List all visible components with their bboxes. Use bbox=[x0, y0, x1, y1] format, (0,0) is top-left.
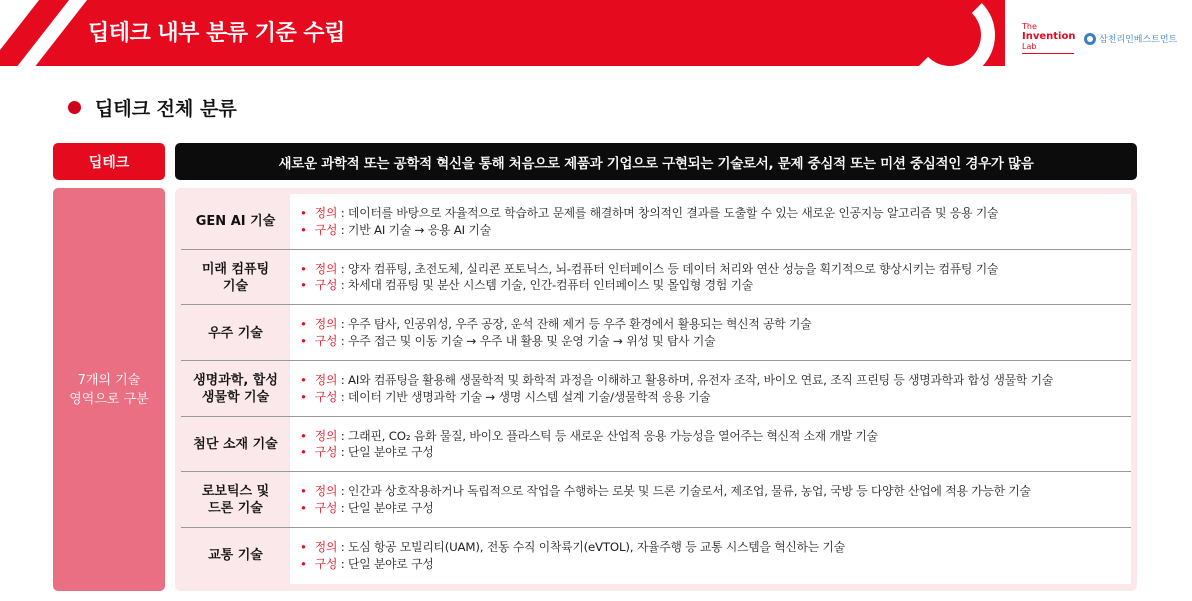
deeptech-label: 딥테크 bbox=[53, 143, 165, 180]
bullet-icon: • bbox=[300, 333, 307, 348]
samchully-logo bbox=[1084, 32, 1177, 45]
bullet-icon: • bbox=[300, 500, 307, 515]
tech-category-name-line: 교통 기술 bbox=[208, 548, 263, 564]
composition-line bbox=[300, 444, 1131, 461]
deeptech-definition: 새로운 과학적 또는 공학적 혁신을 통해 처음으로 제품과 기업으로 구현되는 기술로서, 문제 중심적 또는 미션 중심적인 경우가 많음 bbox=[175, 143, 1137, 180]
definition-line bbox=[300, 316, 1131, 333]
tech-category-name-line: GEN AI 기술 bbox=[195, 214, 276, 230]
bullet-icon: • bbox=[300, 278, 307, 293]
invention-lab-logo bbox=[1022, 22, 1078, 54]
definition-line bbox=[300, 539, 1131, 556]
tech-category-description bbox=[290, 194, 1131, 250]
bullet-dot-icon bbox=[68, 101, 81, 114]
tech-category-description bbox=[290, 305, 1131, 361]
tech-category-name-line: 기술 bbox=[222, 278, 249, 294]
logo-text: Lab bbox=[1022, 42, 1037, 51]
logo-text: The bbox=[1022, 22, 1037, 31]
composition-line-text: : 기반 AI 기술 → 응용 AI 기술 bbox=[337, 222, 491, 237]
bullet-icon: • bbox=[300, 373, 307, 388]
page-title: 딥테크 내부 분류 기준 수립 bbox=[88, 21, 345, 46]
bullet-icon: • bbox=[300, 428, 307, 443]
composition-line bbox=[300, 333, 1131, 350]
definition-line-text: : 데이터를 바탕으로 자율적으로 학습하고 문제를 해결하며 창의적인 결과를 도출할 수 있는 새로운 인공지능 알고리즘 및 응용 기술 bbox=[337, 206, 999, 220]
definition-line bbox=[300, 205, 1131, 222]
section-title: 딥테크 전체 분류 bbox=[95, 98, 237, 120]
composition-line-text: : 데이터 기반 생명과학 기술 → 생명 시스템 설계 기술/생물학적 응용 기술 bbox=[337, 389, 711, 404]
tech-category-name bbox=[181, 472, 290, 528]
definition-line-key: 정의 bbox=[314, 540, 338, 555]
composition-line bbox=[300, 500, 1131, 517]
summary-line: 7개의 기술 bbox=[77, 372, 141, 388]
tech-category-rows bbox=[181, 194, 1131, 584]
table-row bbox=[181, 250, 1131, 306]
logo-text: 삼천리인베스트먼트 bbox=[1099, 35, 1178, 45]
tech-category-name-line: 첨단 소재 기술 bbox=[193, 437, 278, 453]
tech-category-name bbox=[181, 361, 290, 417]
logo-text: Invention bbox=[1022, 31, 1076, 42]
bullet-icon: • bbox=[300, 484, 307, 499]
tech-category-name-line: 로보틱스 및 bbox=[201, 484, 270, 500]
tech-category-name bbox=[181, 250, 290, 306]
definition-line-text: : 우주 탐사, 인공위성, 우주 공장, 운석 잔해 제거 등 우주 환경에서 활용되는 혁신적 공학 기술 bbox=[337, 317, 812, 332]
composition-line-key: 구성 bbox=[314, 556, 338, 571]
definition-line-key: 정의 bbox=[314, 261, 338, 276]
table-row bbox=[181, 361, 1131, 417]
definition-line-text: : 도심 항공 모빌리티(UAM), 전동 수직 이착륙기(eVTOL), 자율주행 등 교통 시스템을 혁신하는 기술 bbox=[337, 540, 845, 555]
header-banner bbox=[0, 0, 1005, 66]
composition-line bbox=[300, 222, 1131, 239]
definition-line bbox=[300, 428, 1131, 445]
composition-line-key: 구성 bbox=[314, 500, 338, 515]
tech-category-description bbox=[290, 417, 1131, 473]
table-row bbox=[181, 305, 1131, 361]
composition-line bbox=[300, 389, 1131, 406]
header-curve-decoration bbox=[905, 0, 995, 66]
tech-category-name-line: 생명과학, 합성 bbox=[193, 372, 278, 388]
composition-line-key: 구성 bbox=[314, 445, 338, 460]
tech-category-name bbox=[181, 417, 290, 473]
composition-line-key: 구성 bbox=[314, 278, 338, 293]
samchully-logo-icon bbox=[1084, 33, 1096, 45]
tech-category-name bbox=[181, 194, 290, 250]
tech-category-name-line: 우주 기술 bbox=[208, 325, 263, 341]
bullet-icon: • bbox=[300, 389, 307, 404]
bullet-icon: • bbox=[300, 222, 307, 237]
definition-line bbox=[300, 372, 1131, 389]
table-row bbox=[181, 472, 1131, 528]
definition-line-key: 정의 bbox=[314, 428, 338, 443]
definition-line-text: : 그래핀, CO₂ 음화 물질, 바이오 플라스틱 등 새로운 산업적 응용 가능성을 열어주는 혁신적 소재 개발 기술 bbox=[337, 428, 878, 443]
bullet-icon: • bbox=[300, 206, 307, 220]
definition-line-text: : 인간과 상호작용하거나 독립적으로 작업을 수행하는 로봇 및 드론 기술로서, 제조업, 물류, 농업, 국방 등 다양한 산업에 적용 가능한 기술 bbox=[337, 484, 1031, 499]
composition-line-key: 구성 bbox=[314, 222, 338, 237]
definition-line-key: 정의 bbox=[314, 206, 338, 220]
composition-line-text: : 단일 분야로 구성 bbox=[337, 445, 434, 460]
definition-line-text: : 양자 컴퓨팅, 초전도체, 실리콘 포토닉스, 뇌-컴퓨터 인터페이스 등 데이터 처리와 연산 성능을 획기적으로 향상시키는 컴퓨팅 기술 bbox=[337, 261, 999, 276]
composition-line-text: : 차세대 컴퓨팅 및 분산 시스템 기술, 인간-컴퓨터 인터페이스 및 몰입형 경험 기술 bbox=[337, 278, 753, 293]
tech-category-description bbox=[290, 472, 1131, 528]
bullet-icon: • bbox=[300, 445, 307, 460]
table-row bbox=[181, 417, 1131, 473]
summary-line: 영역으로 구분 bbox=[69, 391, 149, 407]
definition-line-key: 정의 bbox=[314, 317, 338, 332]
tech-category-description bbox=[290, 250, 1131, 306]
composition-line-text: : 단일 분야로 구성 bbox=[337, 500, 434, 515]
category-summary-panel bbox=[53, 188, 165, 591]
tech-category-description bbox=[290, 361, 1131, 417]
definition-line bbox=[300, 483, 1131, 500]
section-heading bbox=[68, 94, 237, 121]
definition-line-key: 정의 bbox=[314, 373, 338, 388]
composition-line-key: 구성 bbox=[314, 333, 338, 348]
definition-line-text: : AI와 컴퓨팅을 활용해 생물학적 및 화학적 과정을 이해하고 활용하며, 유전자 조작, 바이오 연료, 조직 프린팅 등 생명과학과 합성 생물학 기술 bbox=[337, 373, 1054, 388]
composition-line bbox=[300, 556, 1131, 573]
composition-line-text: : 우주 접근 및 이동 기술 → 우주 내 활용 및 운영 기술 → 위성 및 탐사 기술 bbox=[337, 333, 716, 348]
tech-category-name-line: 드론 기술 bbox=[208, 501, 263, 517]
tech-category-name-line: 미래 컴퓨팅 bbox=[201, 261, 270, 277]
logo-underline bbox=[1022, 53, 1074, 54]
tech-category-name-line: 생물학 기술 bbox=[201, 389, 270, 405]
composition-line bbox=[300, 277, 1131, 294]
bullet-icon: • bbox=[300, 317, 307, 332]
tech-category-description bbox=[290, 528, 1131, 584]
composition-line-key: 구성 bbox=[314, 389, 338, 404]
tech-category-name bbox=[181, 305, 290, 361]
bullet-icon: • bbox=[300, 540, 307, 555]
table-row bbox=[181, 194, 1131, 250]
definition-line-key: 정의 bbox=[314, 484, 338, 499]
tech-category-name bbox=[181, 528, 290, 584]
table-row bbox=[181, 528, 1131, 584]
definition-line bbox=[300, 261, 1131, 278]
bullet-icon: • bbox=[300, 556, 307, 571]
bullet-icon: • bbox=[300, 261, 307, 276]
composition-line-text: : 단일 분야로 구성 bbox=[337, 556, 434, 571]
tech-category-table bbox=[175, 188, 1137, 591]
